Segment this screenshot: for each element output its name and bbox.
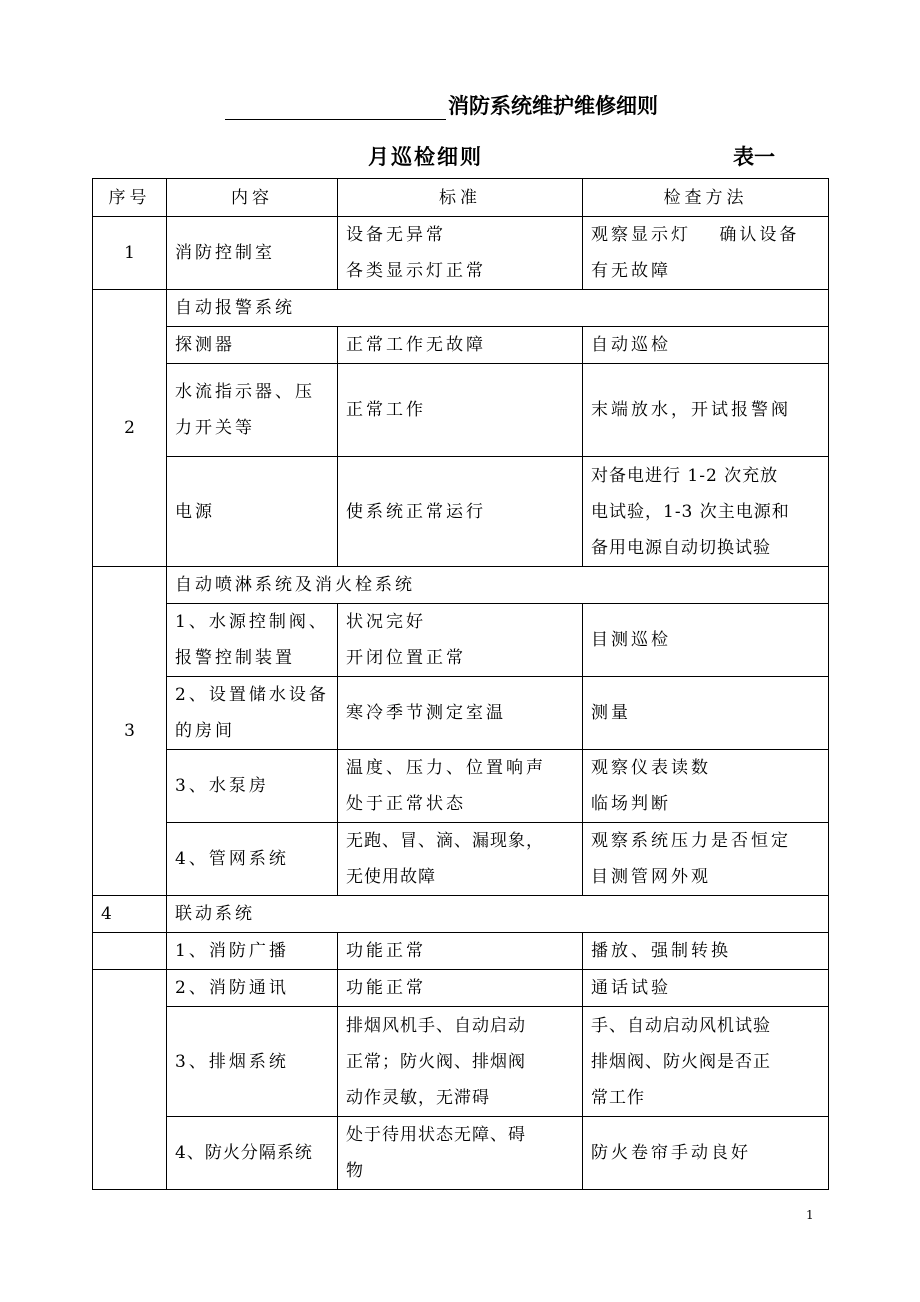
table-row <box>93 933 829 970</box>
method-cell: 播放、强制转换 <box>583 933 829 970</box>
content-cell: 4、防火分隔系统 <box>167 1117 338 1190</box>
standard-cell: 使系统正常运行 <box>338 457 583 567</box>
method-cell: 自动巡检 <box>583 327 829 364</box>
content-cell: 电源 <box>167 457 338 567</box>
column-header-seq: 序号 <box>93 179 167 217</box>
table-row <box>93 457 829 567</box>
table-row <box>93 1007 829 1117</box>
standard-cell: 正常工作 <box>338 364 583 457</box>
method-cell: 观察仪表读数 临场判断 <box>583 750 829 823</box>
content-cell: 1、水源控制阀、 报警控制装置 <box>167 604 338 677</box>
method-cell: 观察显示灯 确认设备 有无故障 <box>583 217 829 290</box>
standard-cell: 状况完好 开闭位置正常 <box>338 604 583 677</box>
standard-cell: 处于待用状态无障、碍 物 <box>338 1117 583 1190</box>
seq-cell-empty <box>93 970 167 1190</box>
section-heading: 自动报警系统 <box>167 290 829 327</box>
section-heading-row <box>93 567 829 604</box>
seq-cell-empty <box>93 933 167 970</box>
table-row <box>93 677 829 750</box>
content-cell: 3、排烟系统 <box>167 1007 338 1117</box>
table-row <box>93 823 829 896</box>
inspection-table <box>92 178 829 1190</box>
standard-cell: 温度、压力、位置响声 处于正常状态 <box>338 750 583 823</box>
content-cell: 2、消防通讯 <box>167 970 338 1007</box>
table-row <box>93 970 829 1007</box>
subtitle: 月巡检细则 <box>368 145 483 169</box>
content-cell: 水流指示器、压 力开关等 <box>167 364 338 457</box>
column-header-standard: 标准 <box>338 179 583 217</box>
page-number: 1 <box>806 1208 814 1222</box>
standard-cell: 正常工作无故障 <box>338 327 583 364</box>
section-heading-row <box>93 290 829 327</box>
standard-cell: 设备无异常 各类显示灯正常 <box>338 217 583 290</box>
column-header-method: 检查方法 <box>583 179 829 217</box>
content-cell: 消防控制室 <box>167 217 338 290</box>
standard-cell: 功能正常 <box>338 970 583 1007</box>
title-blank-underline <box>225 97 446 120</box>
method-cell: 末端放水，开试报警阀 <box>583 364 829 457</box>
table-row <box>93 604 829 677</box>
standard-cell: 寒冷季节测定室温 <box>338 677 583 750</box>
method-cell: 目测巡检 <box>583 604 829 677</box>
table-row <box>93 364 829 457</box>
method-cell: 测量 <box>583 677 829 750</box>
section-heading: 联动系统 <box>167 896 829 933</box>
section-heading-row <box>93 896 829 933</box>
table-row <box>93 750 829 823</box>
table-number: 表一 <box>733 145 775 169</box>
section-heading: 自动喷淋系统及消火栓系统 <box>167 567 829 604</box>
title-text: 消防系统维护维修细则 <box>448 94 658 118</box>
method-cell: 防火卷帘手动良好 <box>583 1117 829 1190</box>
standard-cell: 排烟风机手、自动启动 正常；防火阀、排烟阀 动作灵敏，无滞碍 <box>338 1007 583 1117</box>
seq-cell: 4 <box>93 896 167 933</box>
content-cell: 1、消防广播 <box>167 933 338 970</box>
table-header-row <box>93 179 829 217</box>
seq-cell: 2 <box>93 290 167 567</box>
content-cell: 2、设置储水设备 的房间 <box>167 677 338 750</box>
content-cell: 4、管网系统 <box>167 823 338 896</box>
seq-cell: 3 <box>93 567 167 896</box>
method-cell: 观察系统压力是否恒定 目测管网外观 <box>583 823 829 896</box>
table-row <box>93 217 829 290</box>
method-cell: 手、自动启动风机试验 排烟阀、防火阀是否正 常工作 <box>583 1007 829 1117</box>
table-row <box>93 327 829 364</box>
method-cell: 对备电进行 1-2 次充放 电试验，1-3 次主电源和 备用电源自动切换试验 <box>583 457 829 567</box>
content-cell: 探测器 <box>167 327 338 364</box>
standard-cell: 功能正常 <box>338 933 583 970</box>
seq-cell: 1 <box>93 217 167 290</box>
content-cell: 3、水泵房 <box>167 750 338 823</box>
column-header-content: 内容 <box>167 179 338 217</box>
table-row <box>93 1117 829 1190</box>
standard-cell: 无跑、冒、滴、漏现象， 无使用故障 <box>338 823 583 896</box>
document-title <box>225 92 825 120</box>
method-cell: 通话试验 <box>583 970 829 1007</box>
